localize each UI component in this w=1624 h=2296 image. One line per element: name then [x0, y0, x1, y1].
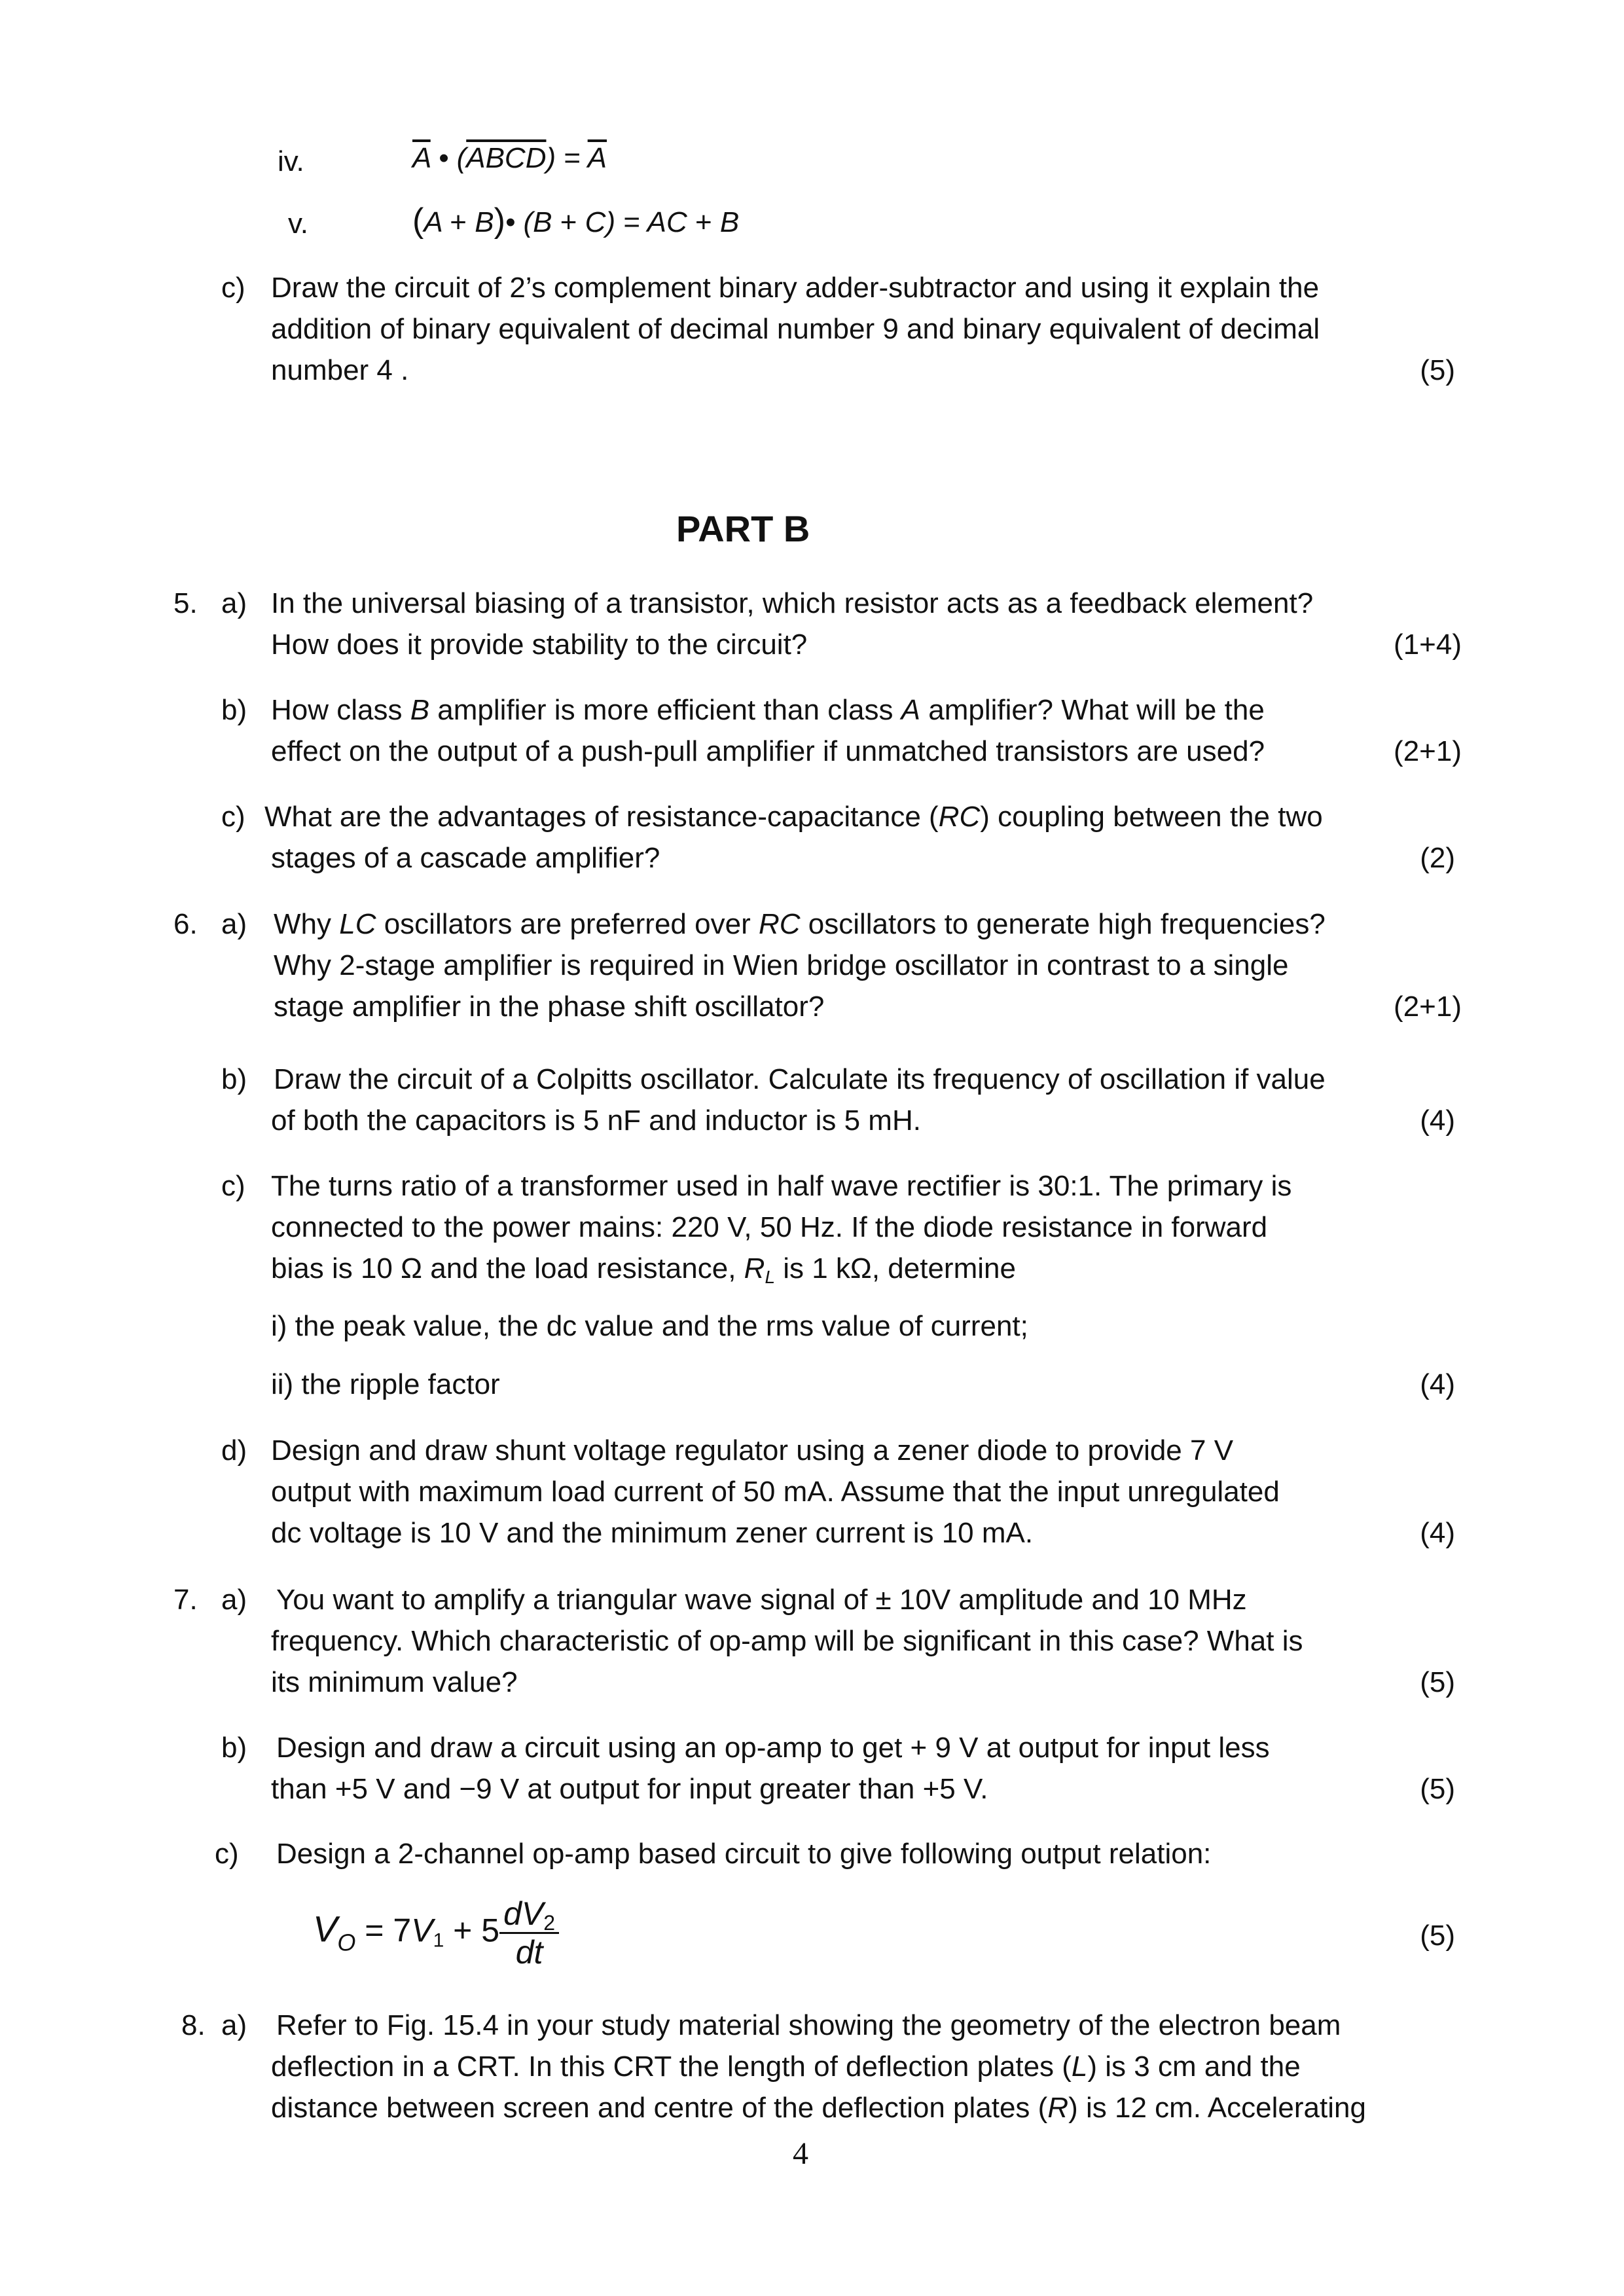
q6-number: 6.: [173, 908, 198, 940]
q6b-label: b): [221, 1063, 247, 1095]
q6c-label: c): [221, 1170, 245, 1202]
q7b-line-1: Design and draw a circuit using an op-amp to get + 9 V at output for input less: [276, 1732, 1270, 1764]
q8-number: 8.: [181, 2009, 206, 2041]
q8a-line-2: deflection in a CRT. In this CRT the length of deflection plates (L) is 3 cm and the: [271, 2050, 1301, 2083]
q6b-marks: (4): [1420, 1104, 1455, 1137]
q8a-label: a): [221, 2009, 247, 2041]
q7b-line-2: than +5 V and −9 V at output for input greater than +5 V.: [271, 1773, 988, 1805]
q6a-line-3: stage amplifier in the phase shift oscillator?: [274, 991, 825, 1023]
q4c-marks: (5): [1420, 354, 1455, 386]
q6c-line-2: connected to the power mains: 220 V, 50 Hz. If the diode resistance in forward: [271, 1211, 1268, 1243]
q7-number: 7.: [173, 1584, 198, 1616]
q6a-line-2: Why 2-stage amplifier is required in Wien bridge oscillator in contrast to a single: [274, 949, 1289, 981]
q5a-line-1: In the universal biasing of a transistor, which resistor acts as a feedback element?: [271, 587, 1314, 619]
q5b-label: b): [221, 694, 247, 726]
equation-output-relation: $V_O = 7V_1 + 5$ $\frac{dV_2}{dt}$: [313, 1895, 559, 1971]
q4c-label: c): [221, 272, 245, 304]
item-v-label: v.: [288, 208, 308, 240]
q6c-line-3: bias is 10 Ω and the load resistance, $R_L$ is 1 kΩ, determine: [271, 1252, 1016, 1287]
q5c-marks: (2): [1420, 842, 1455, 874]
q8a-line-3: distance between screen and centre of the deflection plates (R) is 12 cm. Accelerating: [271, 2092, 1366, 2124]
q5c-line-2: stages of a cascade amplifier?: [271, 842, 660, 874]
q8a-line-1: Refer to Fig. 15.4 in your study material showing the geometry of the electron beam: [276, 2009, 1341, 2041]
q6b-line-2: of both the capacitors is 5 nF and inductor is 5 mH.: [271, 1104, 921, 1137]
q5b-line-2: effect on the output of a push-pull amplifier if unmatched transistors are used?: [271, 735, 1265, 767]
q5a-label: a): [221, 587, 247, 619]
q5c-line-1: What are the advantages of resistance-capacitance (RC) coupling between the two: [264, 801, 1323, 833]
page-number: 4: [793, 2136, 808, 2171]
q6c-line-1: The turns ratio of a transformer used in half wave rectifier is 30:1. The primary is: [271, 1170, 1292, 1202]
q6d-marks: (4): [1420, 1517, 1455, 1549]
q7c-line-1: Design a 2-channel op-amp based circuit to give following output relation:: [276, 1838, 1212, 1870]
q4c-line-3: number 4 .: [271, 354, 409, 386]
q4c-line-2: addition of binary equivalent of decimal number 9 and binary equivalent of decimal: [271, 313, 1320, 345]
q5c-label: c): [221, 801, 245, 833]
q5a-line-2: How does it provide stability to the circuit?: [271, 629, 808, 661]
q7a-line-3: its minimum value?: [271, 1666, 518, 1698]
q6b-line-1: Draw the circuit of a Colpitts oscillator. Calculate its frequency of oscillation if value: [274, 1063, 1326, 1095]
q5b-marks: (2+1): [1394, 735, 1462, 767]
q6c-item-ii: ii) the ripple factor: [271, 1368, 500, 1400]
item-iv-label: iv.: [278, 145, 304, 177]
q5b-line-1: How class B amplifier is more efficient than class A amplifier? What will be the: [271, 694, 1265, 726]
q5a-marks: (1+4): [1394, 629, 1462, 661]
part-b-title: PART B: [676, 508, 810, 549]
q6d-line-3: dc voltage is 10 V and the minimum zener current is 10 mA.: [271, 1517, 1034, 1549]
q6a-label: a): [221, 908, 247, 940]
q7c-marks: (5): [1420, 1920, 1455, 1952]
q6d-line-1: Design and draw shunt voltage regulator using a zener diode to provide 7 V: [271, 1434, 1234, 1467]
q6d-line-2: output with maximum load current of 50 mA. Assume that the input unregulated: [271, 1476, 1280, 1508]
q6a-line-1: Why LC oscillators are preferred over RC oscillators to generate high frequencies?: [274, 908, 1326, 940]
q7b-label: b): [221, 1732, 247, 1764]
q7a-marks: (5): [1420, 1666, 1455, 1698]
q4c-line-1: Draw the circuit of 2’s complement binary adder-subtractor and using it explain the: [271, 272, 1320, 304]
equation-v: (A + B)• (B + C) = AC + B: [412, 202, 740, 240]
q7c-label: c): [215, 1838, 239, 1870]
q6d-label: d): [221, 1434, 247, 1467]
equation-iv: $\overline{A}$ • (ABCD) = $\overline{A}$: [412, 142, 607, 174]
q5-number: 5.: [173, 587, 198, 619]
q6a-marks: (2+1): [1394, 991, 1462, 1023]
q6c-marks: (4): [1420, 1368, 1455, 1400]
q7a-label: a): [221, 1584, 247, 1616]
q6c-item-i: i) the peak value, the dc value and the rms value of current;: [271, 1310, 1028, 1342]
q7b-marks: (5): [1420, 1773, 1455, 1805]
q7a-line-1: You want to amplify a triangular wave signal of ± 10V amplitude and 10 MHz: [276, 1584, 1247, 1616]
q7a-line-2: frequency. Which characteristic of op-amp will be significant in this case? What is: [271, 1625, 1303, 1657]
